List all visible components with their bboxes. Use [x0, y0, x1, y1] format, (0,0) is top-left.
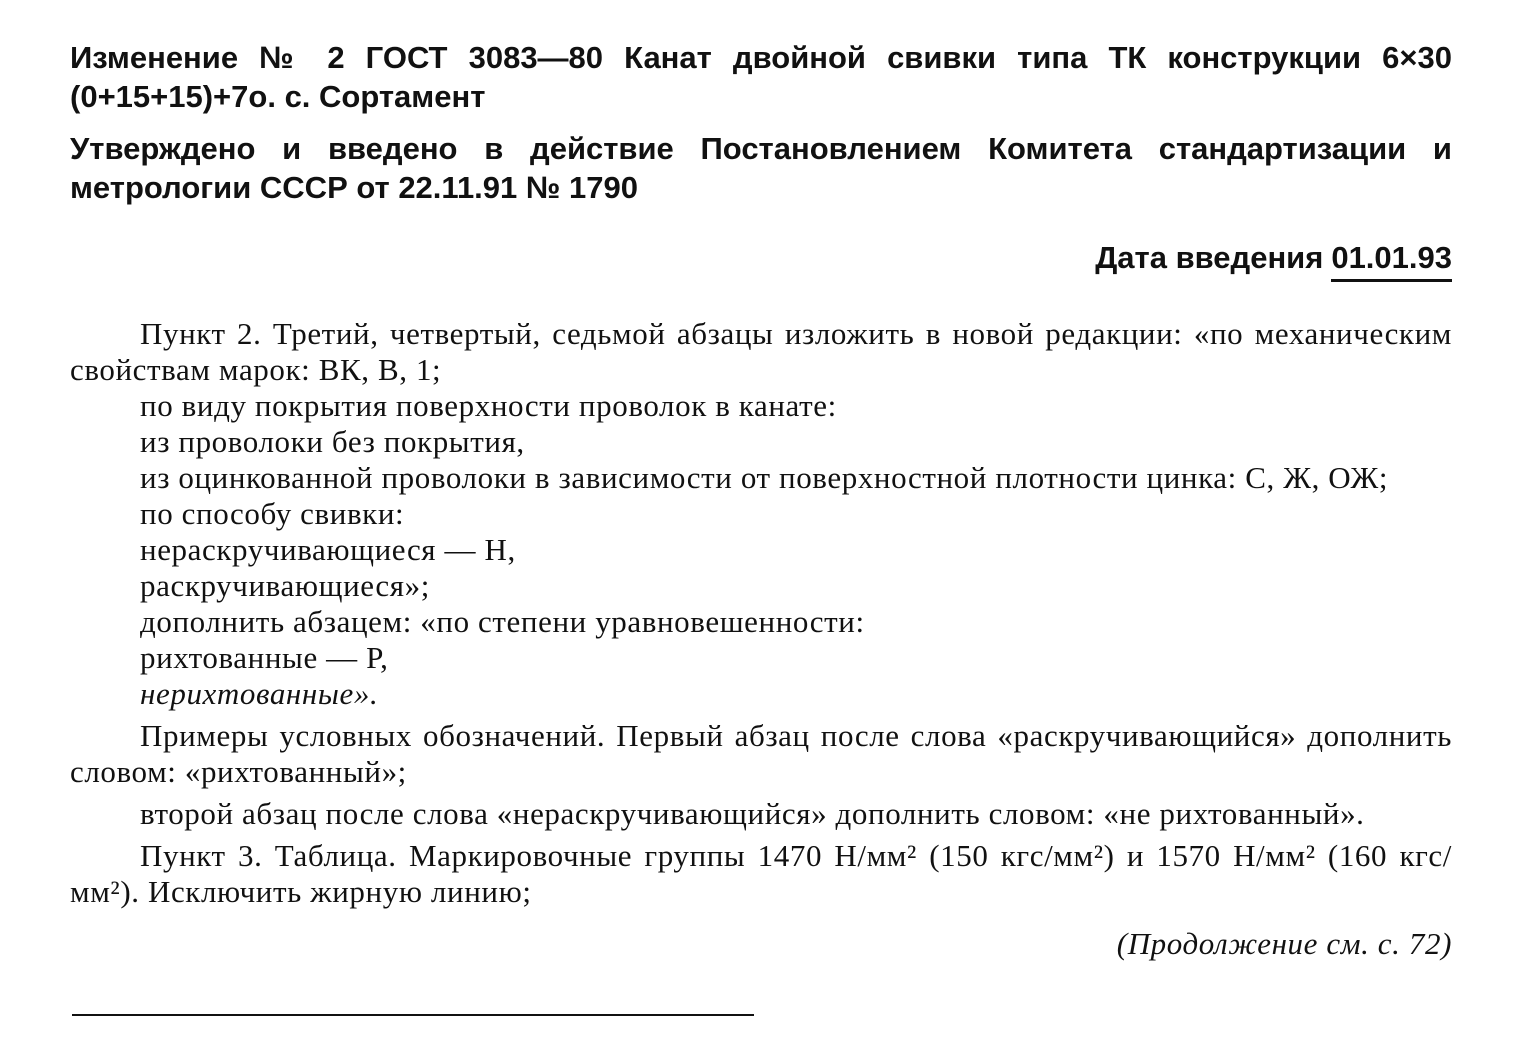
straightened-line: рихтованные — Р, — [140, 640, 389, 675]
introduction-date-value: 01.01.93 — [1331, 238, 1452, 282]
clause-3-paragraph: Пункт 3. Таблица. Маркировочные группы 1470 Н/мм² (150 кгс/мм²) и 1570 Н/мм² (160 кгс/мм²). Исключить жирную линию; — [70, 838, 1452, 909]
unwinding-line: раскручивающиеся»; — [140, 568, 430, 603]
non-straightened-line: нерихтованные». — [140, 676, 379, 711]
document-page — [70, 38, 1452, 962]
continuation-note: (Продолжение см. с. 72) — [1116, 926, 1452, 961]
galvanized-wire-paragraph: из оцинкованной проволоки в зависимости от поверхностной плотности цинка: С, Ж, ОЖ; — [140, 460, 1389, 495]
add-paragraph-line: дополнить абзацем: «по степени уравновешенности: — [140, 604, 865, 639]
footer-divider — [72, 1014, 754, 1016]
non-unwinding-line: нераскручивающиеся — Н, — [140, 532, 516, 567]
clause-2-intro: Пункт 2. Третий, четвертый, седьмой абзацы изложить в новой редакции: «по механическим свойствам марок: ВК, В, 1; — [70, 316, 1452, 387]
introduction-date-label: Дата введения — [1095, 240, 1324, 275]
approval-statement: Утверждено и введено в действие Постановлением Комитета стандартизации и метрологии СССР от 22.11.91 № 1790 — [70, 131, 1452, 205]
examples-second-paragraph: второй абзац после слова «нераскручивающийся» дополнить словом: «не рихтованный». — [140, 796, 1365, 831]
document-body — [70, 316, 1452, 910]
introduction-date — [70, 238, 1452, 282]
coating-type-line: по виду покрытия поверхности проволок в канате: — [140, 388, 837, 423]
examples-first-paragraph: Примеры условных обозначений. Первый абзац после слова «раскручивающийся» дополнить словом: «рихтованный»; — [70, 718, 1452, 789]
uncoated-wire-line: из проволоки без покрытия, — [140, 424, 525, 459]
twist-method-line: по способу свивки: — [140, 496, 405, 531]
amendment-title: Изменение № 2 ГОСТ 3083—80 Канат двойной свивки типа ТК конструкции 6×30 (0+15+15)+7о. с. Сортамент — [70, 40, 1452, 114]
